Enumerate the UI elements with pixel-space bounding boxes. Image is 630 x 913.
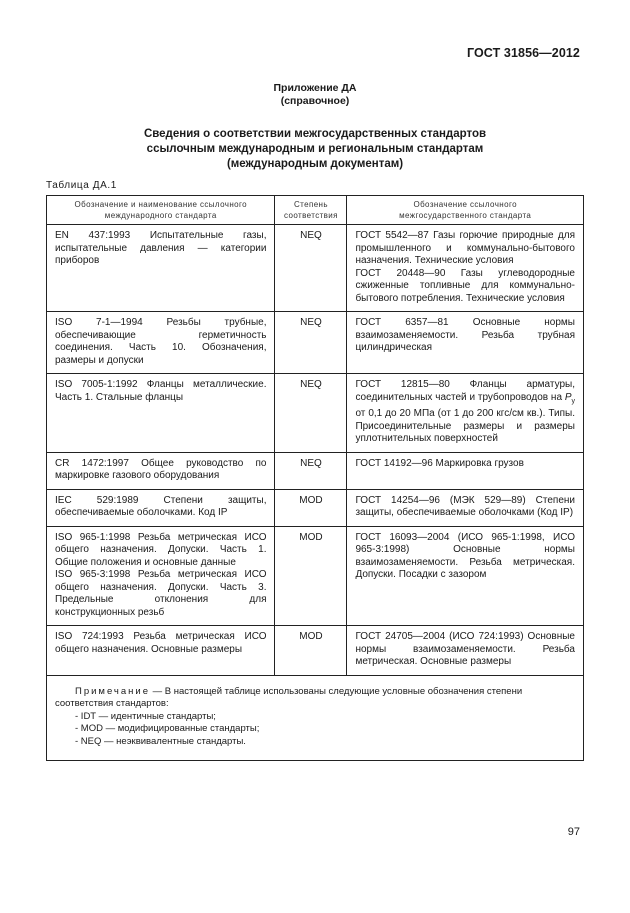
international-standard-cell: ISO 724:1993 Резьба метрическая ИСО общего назначения. Основные размеры	[47, 626, 275, 676]
international-standard-cell: ISO 7005-1:1992 Фланцы металлические. Часть 1. Стальные фланцы	[47, 374, 275, 453]
international-standard-cell: ISO 7-1—1994 Резьбы трубные, обеспечивающие герметичность соединения. Часть 10. Обозначения, размеры и допуски	[47, 312, 275, 374]
section-heading	[0, 127, 630, 172]
international-entry: ISO 965-1:1998 Резьба метрическая ИСО общего назначения. Допуски. Часть 1. Общие положения и основные данные	[55, 531, 267, 568]
column-header-international	[47, 196, 275, 225]
table-row	[47, 626, 584, 676]
degree-cell: NEQ	[275, 312, 347, 374]
interstate-standard-cell: ГОСТ 16093—2004 (ИСО 965-1:1998, ИСО 965-3:1998) Основные нормы взаимозаменяемости. Резьба метрическая. Допуски. Посадки с зазором	[347, 526, 584, 626]
annex-title: Приложение ДА	[273, 82, 357, 94]
note-text: — В настоящей таблице использованы следующие условные обозначения степени соответствия стандартов:	[55, 685, 523, 709]
note-list	[55, 711, 575, 749]
interstate-standard-cell: ГОСТ 6357—81 Основные нормы взаимозаменяемости. Резьба трубная цилиндрическая	[347, 312, 584, 374]
heading-line-3: (международным документам)	[226, 158, 404, 170]
degree-cell: MOD	[275, 626, 347, 676]
annex-subtitle: (справочное)	[280, 95, 350, 107]
heading-line-2: ссылочным международным и региональным стандартам	[146, 143, 484, 155]
table-header-row	[47, 196, 584, 225]
table-row	[47, 526, 584, 626]
column-header-degree	[275, 196, 347, 225]
table-row	[47, 489, 584, 526]
column-header-interstate	[347, 196, 584, 225]
col1-header-line-2: международного стандарта	[104, 210, 217, 220]
col3-header-line-1: Обозначение ссылочного	[413, 200, 517, 209]
note-intro	[55, 686, 575, 711]
interstate-standard-cell	[347, 374, 584, 453]
table-row	[47, 452, 584, 489]
page-number: 97	[567, 826, 580, 838]
international-entry: ISO 965-3:1998 Резьба метрическая ИСО общего назначения. Допуски. Часть 3. Предельные отклонения для конструкционных резьб	[55, 569, 267, 618]
degree-cell: MOD	[275, 526, 347, 626]
interstate-entry: ГОСТ 5542—87 Газы горючие природные для промышленного и коммунально-бытового назначения. Технические условия	[355, 230, 575, 266]
interstate-standard-cell: ГОСТ 14192—96 Маркировка грузов	[347, 452, 584, 489]
table-note	[47, 675, 584, 761]
heading-line-1: Сведения о соответствии межгосударственных стандартов	[143, 128, 487, 140]
table-row	[47, 374, 584, 453]
international-standard-cell: CR 1472:1997 Общее руководство по маркировке газового оборудования	[47, 452, 275, 489]
table-note-row	[47, 675, 584, 761]
table-row	[47, 225, 584, 312]
document-code: ГОСТ 31856—2012	[466, 46, 580, 60]
col2-header-line-2: соответствия	[284, 210, 338, 220]
pressure-symbol: P	[564, 391, 572, 403]
note-item: - NEQ — неэквивалентные стандарты.	[75, 735, 246, 747]
interstate-entry: ГОСТ 20448—90 Газы углеводородные сжиженные топливные для коммунально-бытового потребления. Технические условия	[355, 267, 575, 304]
degree-cell: NEQ	[275, 452, 347, 489]
col3-header-line-2: межгосударственного стандарта	[399, 210, 532, 220]
international-standard-cell: EN 437:1993 Испытательные газы, испытательные давления — категории приборов	[47, 225, 275, 312]
table-label: Таблица ДА.1	[46, 180, 117, 191]
interstate-text-part: от 0,1 до 20 МПа (от 1 до 200 кгс/см кв.). Типы. Присоединительные размеры и размеры уплотнительных поверхностей	[355, 408, 575, 444]
note-item: - MOD — модифицированные стандарты;	[75, 723, 260, 734]
table-row	[47, 312, 584, 374]
correspondence-table	[46, 195, 584, 761]
interstate-text-part: ГОСТ 12815—80 Фланцы арматуры, соединительных частей и трубопроводов на	[355, 379, 575, 403]
degree-cell: NEQ	[275, 374, 347, 453]
interstate-standard-cell	[347, 225, 584, 312]
col1-header-line-1: Обозначение и наименование ссылочного	[74, 200, 247, 209]
pressure-subscript: у	[571, 397, 575, 405]
degree-cell: MOD	[275, 489, 347, 526]
international-standard-cell	[47, 526, 275, 626]
degree-cell: NEQ	[275, 225, 347, 312]
annex-block	[0, 82, 630, 108]
note-label: Примечание	[75, 685, 150, 697]
international-standard-cell: IEC 529:1989 Степени защиты, обеспечиваемые оболочками. Код IP	[47, 489, 275, 526]
col2-header-line-1: Степень	[293, 200, 328, 209]
note-item: - IDT — идентичные стандарты;	[75, 710, 216, 722]
interstate-standard-cell: ГОСТ 14254—96 (МЭК 529—89) Степени защиты, обеспечиваемые оболочками (Код IP)	[347, 489, 584, 526]
interstate-standard-cell: ГОСТ 24705—2004 (ИСО 724:1993) Основные нормы взаимозаменяемости. Резьба метрическая. Основные размеры	[347, 626, 584, 676]
